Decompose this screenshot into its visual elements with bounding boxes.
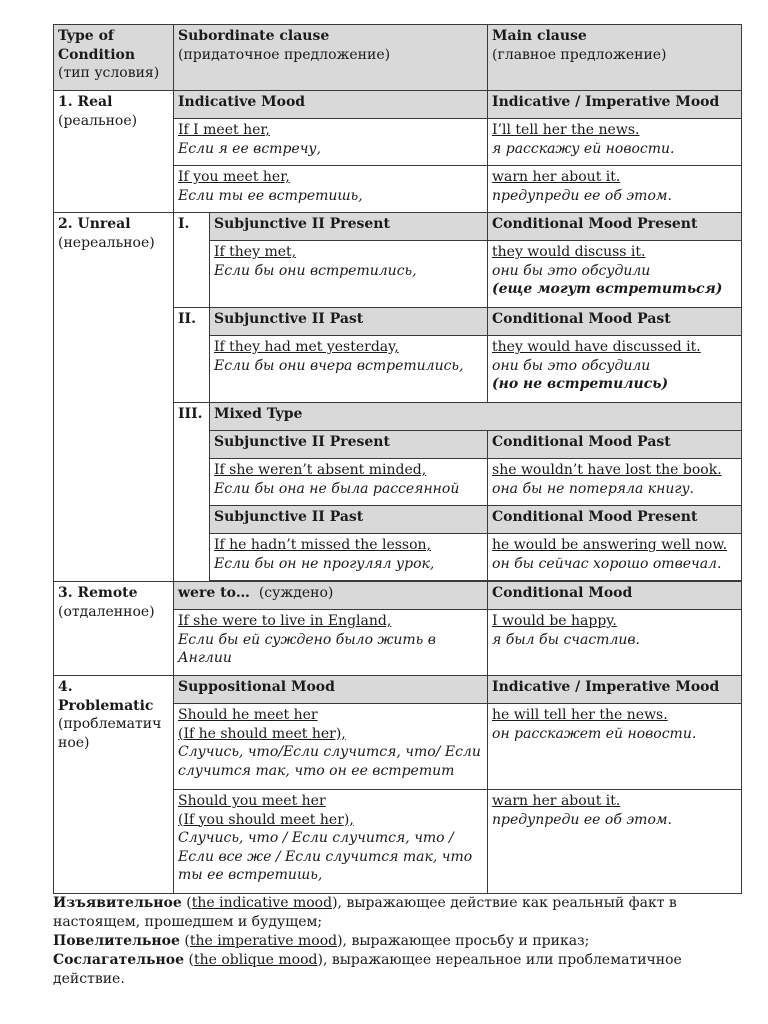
unreal-label-ru: (нереальное) (58, 234, 155, 251)
real-ex2-main-ru: предупреди ее об этом. (492, 187, 672, 204)
note-rest: ), выражающее действие как реальный факт в настоящем, прошедшем и будущем; (53, 895, 677, 930)
note-term: Изъявительное (53, 895, 182, 911)
unreal-s2-sub-head: Subjunctive II Past (210, 308, 488, 336)
problematic-ex2-sub-ru: Случись, что / Если случится, что / Если все же / Если случится так, что ты ее встретишь, (178, 830, 473, 883)
problematic-label-ru: (проблематичное) (58, 716, 162, 751)
unreal-type-cell (54, 213, 174, 582)
unreal-s1-head-row (54, 213, 742, 241)
unreal-s2-main-note: (но не встретились) (492, 376, 669, 392)
real-ex1-sub-ru: Если я ее встречу, (178, 140, 321, 157)
remote-label: 3. Remote (58, 585, 138, 601)
note-english: the imperative mood (189, 933, 338, 949)
problematic-ex1-main (488, 704, 742, 790)
real-ex2-sub-en: If you meet her, (178, 169, 290, 185)
real-ex1-main-en: I’ll tell her the news. (492, 122, 640, 138)
problematic-ex1-sub-ru: Случись, что/Если случится, что/ Если случится так, что он ее встретит (178, 744, 481, 779)
header-type-en: Type of Condition (58, 28, 136, 63)
problematic-ex1-sub (174, 704, 488, 790)
unreal-s2-main (488, 336, 742, 403)
header-subordinate-cell (174, 25, 488, 91)
unreal-s3a-main-head: Conditional Mood Past (488, 431, 742, 459)
real-label-ru: (реальное) (58, 112, 138, 129)
problematic-ex2-main-ru: предупреди ее об этом. (492, 811, 672, 828)
note-term: Сослагательное (53, 952, 185, 968)
unreal-s3b-sub-head: Subjunctive II Past (210, 506, 488, 534)
remote-main-head: Conditional Mood (488, 582, 742, 610)
unreal-s3b-sub (210, 534, 488, 581)
unreal-s2-sub (210, 336, 488, 403)
problematic-head-row (54, 676, 742, 704)
unreal-s3-num: III. (174, 403, 210, 582)
problematic-label: 4. Problematic (58, 679, 154, 714)
real-sub-head: Indicative Mood (174, 91, 488, 119)
remote-sub-en: If she were to live in England, (178, 613, 392, 629)
remote-main-ru: я был бы счастлив. (492, 631, 640, 648)
header-sub-ru: (придаточное предложение) (178, 46, 391, 63)
remote-main-en: I would be happy. (492, 613, 617, 629)
unreal-s3a-main-en: she wouldn’t have lost the book. (492, 462, 722, 478)
real-head-row (54, 91, 742, 119)
real-main-head: Indicative / Imperative Mood (488, 91, 742, 119)
unreal-s3a-sub-ru: Если бы она не была рассеянной (214, 480, 460, 497)
real-ex1-sub-en: If I meet her, (178, 122, 270, 138)
unreal-s1-sub-en: If they met, (214, 244, 297, 260)
problematic-ex2-main (488, 790, 742, 894)
unreal-s3a-sub (210, 459, 488, 506)
conditionals-table (53, 24, 742, 894)
unreal-s3b-main (488, 534, 742, 581)
real-ex1-sub (174, 119, 488, 166)
unreal-s1-main (488, 241, 742, 308)
problematic-ex2-sub (174, 790, 488, 894)
problematic-type-cell (54, 676, 174, 894)
unreal-s1-main-head: Conditional Mood Present (488, 213, 742, 241)
unreal-s3a-sub-head: Subjunctive II Present (210, 431, 488, 459)
note-imperative (53, 932, 743, 951)
unreal-s3b-main-en: he would be answering well now. (492, 537, 728, 553)
header-main-en: Main clause (492, 28, 587, 44)
unreal-s1-sub (210, 241, 488, 308)
real-ex2-main (488, 166, 742, 213)
remote-type-cell (54, 582, 174, 676)
note-oblique (53, 951, 743, 989)
unreal-s1-main-note: (еще могут встретиться) (492, 281, 723, 297)
unreal-s1-num: I. (174, 213, 210, 308)
unreal-s3b-sub-en: If he hadn’t missed the lesson, (214, 537, 432, 553)
unreal-s1-main-en: they would discuss it. (492, 244, 646, 260)
unreal-s3a-main-ru: она бы не потеряла книгу. (492, 480, 695, 497)
remote-head-row (54, 582, 742, 610)
real-type-cell (54, 91, 174, 213)
remote-main (488, 610, 742, 676)
header-main-cell (488, 25, 742, 91)
unreal-s1-sub-head: Subjunctive II Present (210, 213, 488, 241)
problematic-ex1-sub-en1: Should he meet her (178, 707, 318, 723)
unreal-s1-main-ru: они бы это обсудили (492, 262, 651, 279)
unreal-s2-main-en: they would have discussed it. (492, 339, 701, 355)
header-type-cell (54, 25, 174, 91)
unreal-s2-sub-ru: Если бы они вчера встретились, (214, 357, 464, 374)
problematic-sub-head: Suppositional Mood (174, 676, 488, 704)
unreal-s3-head: Mixed Type (210, 403, 742, 431)
header-row (54, 25, 742, 91)
note-rest: ), выражающее просьбу и приказ; (337, 933, 590, 949)
note-rest: ), выражающее нереальное или проблематичное действие. (53, 952, 682, 987)
note-indicative (53, 894, 743, 932)
header-main-ru: (главное предложение) (492, 46, 667, 63)
real-label: 1. Real (58, 94, 113, 110)
unreal-s3b-main-ru: он бы сейчас хорошо отвечал. (492, 555, 722, 572)
remote-sub-ru: Если бы ей суждено было жить в Англии (178, 631, 436, 666)
header-sub-en: Subordinate clause (178, 28, 330, 44)
real-ex1-main (488, 119, 742, 166)
unreal-s3a-main (488, 459, 742, 506)
problematic-ex2-sub-en2: (If you should meet her), (178, 811, 354, 828)
real-ex1-main-ru: я расскажу ей новости. (492, 140, 675, 157)
unreal-s1-sub-ru: Если бы они встретились, (214, 262, 417, 279)
unreal-label: 2. Unreal (58, 216, 131, 232)
problematic-ex1-main-ru: он расскажет ей новости. (492, 725, 697, 742)
unreal-s2-num: II. (174, 308, 210, 403)
real-ex2-main-en: warn her about it. (492, 169, 621, 185)
note-open: ( (184, 952, 194, 968)
note-open: ( (181, 895, 192, 911)
problematic-main-head: Indicative / Imperative Mood (488, 676, 742, 704)
remote-sub (174, 610, 488, 676)
unreal-s2-main-ru: они бы это обсудили (492, 357, 651, 374)
mood-notes (53, 894, 743, 989)
real-ex2-sub-ru: Если ты ее встретишь, (178, 187, 363, 204)
remote-sub-head: were to… (178, 585, 250, 601)
remote-label-ru: (отдаленное) (58, 603, 155, 620)
remote-sub-head-cell (174, 582, 488, 610)
unreal-s3b-sub-ru: Если бы он не прогулял урок, (214, 555, 435, 572)
unreal-s3b-main-head: Conditional Mood Present (488, 506, 742, 534)
unreal-s2-sub-en: If they had met yesterday, (214, 339, 399, 355)
unreal-s2-main-head: Conditional Mood Past (488, 308, 742, 336)
real-ex2-sub (174, 166, 488, 213)
problematic-ex1-sub-en2: (If he should meet her), (178, 725, 346, 742)
note-open: ( (179, 933, 190, 949)
note-english: the indicative mood (191, 895, 333, 911)
header-type-ru: (тип условия) (58, 65, 160, 81)
note-term: Повелительное (53, 933, 180, 949)
problematic-ex2-sub-en1: Should you meet her (178, 793, 326, 809)
unreal-s3a-sub-en: If she weren’t absent minded, (214, 462, 427, 478)
problematic-ex2-main-en: warn her about it. (492, 793, 621, 809)
problematic-ex1-main-en: he will tell her the news. (492, 707, 668, 723)
note-english: the oblique mood (193, 952, 318, 968)
remote-sub-head-ru: (суждено) (258, 585, 334, 601)
